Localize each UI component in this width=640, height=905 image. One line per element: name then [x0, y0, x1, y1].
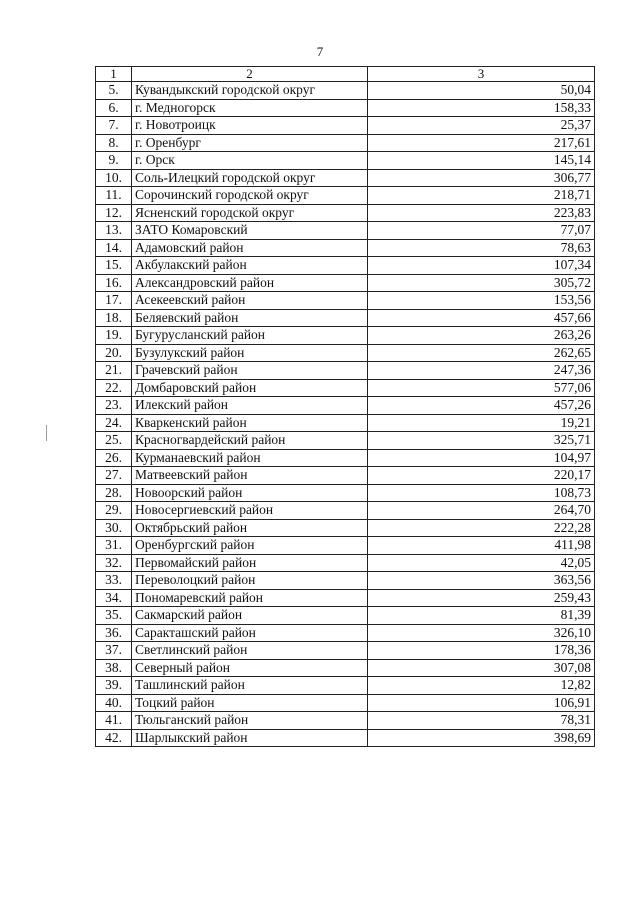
row-district-name: Бузулукский район	[132, 344, 368, 362]
row-district-name: Саракташский район	[132, 624, 368, 642]
row-number: 34.	[96, 589, 132, 607]
table-header	[96, 67, 595, 82]
row-value: 50,04	[368, 82, 595, 100]
table-row	[96, 222, 595, 240]
row-number: 18.	[96, 309, 132, 327]
row-number: 7.	[96, 117, 132, 135]
row-district-name: Сакмарский район	[132, 607, 368, 625]
row-value: 217,61	[368, 134, 595, 152]
table-row	[96, 327, 595, 345]
row-value: 77,07	[368, 222, 595, 240]
row-value: 220,17	[368, 467, 595, 485]
table-row	[96, 694, 595, 712]
row-number: 9.	[96, 152, 132, 170]
row-value: 12,82	[368, 677, 595, 695]
row-value: 78,63	[368, 239, 595, 257]
table-row	[96, 344, 595, 362]
row-value: 153,56	[368, 292, 595, 310]
table-row	[96, 152, 595, 170]
table-row	[96, 257, 595, 275]
table-row	[96, 292, 595, 310]
table-row	[96, 519, 595, 537]
table-row	[96, 117, 595, 135]
row-value: 145,14	[368, 152, 595, 170]
table-row	[96, 449, 595, 467]
scan-artifact-line	[46, 425, 47, 441]
row-district-name: Александровский район	[132, 274, 368, 292]
row-value: 411,98	[368, 537, 595, 555]
row-value: 42,05	[368, 554, 595, 572]
row-district-name: Северный район	[132, 659, 368, 677]
table-row	[96, 624, 595, 642]
table-row	[96, 187, 595, 205]
row-district-name: Оренбургский район	[132, 537, 368, 555]
table-row	[96, 414, 595, 432]
row-district-name: Асекеевский район	[132, 292, 368, 310]
table-row	[96, 274, 595, 292]
row-district-name: Пономаревский район	[132, 589, 368, 607]
row-number: 11.	[96, 187, 132, 205]
row-district-name: Ясненский городской округ	[132, 204, 368, 222]
row-number: 38.	[96, 659, 132, 677]
row-value: 263,26	[368, 327, 595, 345]
row-value: 457,26	[368, 397, 595, 415]
row-number: 8.	[96, 134, 132, 152]
row-number: 6.	[96, 99, 132, 117]
row-district-name: г. Новотроицк	[132, 117, 368, 135]
row-number: 32.	[96, 554, 132, 572]
row-value: 305,72	[368, 274, 595, 292]
row-number: 28.	[96, 484, 132, 502]
data-table	[95, 66, 595, 747]
row-number: 37.	[96, 642, 132, 660]
row-district-name: Новоорский район	[132, 484, 368, 502]
row-value: 81,39	[368, 607, 595, 625]
table-row	[96, 572, 595, 590]
row-value: 326,10	[368, 624, 595, 642]
row-number: 12.	[96, 204, 132, 222]
row-number: 27.	[96, 467, 132, 485]
row-number: 21.	[96, 362, 132, 380]
row-value: 307,08	[368, 659, 595, 677]
row-district-name: Светлинский район	[132, 642, 368, 660]
table-row	[96, 467, 595, 485]
row-district-name: г. Медногорск	[132, 99, 368, 117]
row-district-name: Кувандыкский городской округ	[132, 82, 368, 100]
row-district-name: г. Оренбург	[132, 134, 368, 152]
table-row	[96, 554, 595, 572]
row-district-name: Красногвардейский район	[132, 432, 368, 450]
row-number: 30.	[96, 519, 132, 537]
row-number: 16.	[96, 274, 132, 292]
row-district-name: Первомайский район	[132, 554, 368, 572]
row-district-name: Беляевский район	[132, 309, 368, 327]
row-value: 223,83	[368, 204, 595, 222]
row-value: 577,06	[368, 379, 595, 397]
row-value: 264,70	[368, 502, 595, 520]
row-value: 325,71	[368, 432, 595, 450]
table-row	[96, 82, 595, 100]
table-row	[96, 134, 595, 152]
row-number: 41.	[96, 712, 132, 730]
table-row	[96, 239, 595, 257]
row-value: 262,65	[368, 344, 595, 362]
row-value: 222,28	[368, 519, 595, 537]
row-value: 25,37	[368, 117, 595, 135]
row-district-name: ЗАТО Комаровский	[132, 222, 368, 240]
table-header-row	[96, 67, 595, 82]
row-number: 5.	[96, 82, 132, 100]
row-number: 40.	[96, 694, 132, 712]
table-row	[96, 642, 595, 660]
row-district-name: Октябрьский район	[132, 519, 368, 537]
table-row	[96, 729, 595, 747]
row-district-name: Грачевский район	[132, 362, 368, 380]
row-value: 106,91	[368, 694, 595, 712]
row-district-name: Кваркенский район	[132, 414, 368, 432]
row-district-name: Шарлыкский район	[132, 729, 368, 747]
table-row	[96, 432, 595, 450]
row-district-name: Матвеевский район	[132, 467, 368, 485]
header-col-number: 1	[96, 67, 132, 82]
row-district-name: Тюльганский район	[132, 712, 368, 730]
row-number: 15.	[96, 257, 132, 275]
row-district-name: Домбаровский район	[132, 379, 368, 397]
row-number: 25.	[96, 432, 132, 450]
row-district-name: Переволоцкий район	[132, 572, 368, 590]
row-district-name: г. Орск	[132, 152, 368, 170]
page-number: 7	[316, 44, 324, 59]
row-number: 26.	[96, 449, 132, 467]
row-number: 35.	[96, 607, 132, 625]
row-number: 36.	[96, 624, 132, 642]
row-district-name: Ташлинский район	[132, 677, 368, 695]
row-number: 17.	[96, 292, 132, 310]
row-number: 14.	[96, 239, 132, 257]
row-district-name: Илекский район	[132, 397, 368, 415]
row-district-name: Адамовский район	[132, 239, 368, 257]
table-row	[96, 712, 595, 730]
table-row	[96, 537, 595, 555]
row-value: 457,66	[368, 309, 595, 327]
row-value: 259,43	[368, 589, 595, 607]
table-row	[96, 362, 595, 380]
table-row	[96, 484, 595, 502]
row-district-name: Бугурусланский район	[132, 327, 368, 345]
row-value: 218,71	[368, 187, 595, 205]
row-value: 178,36	[368, 642, 595, 660]
row-value: 108,73	[368, 484, 595, 502]
row-number: 22.	[96, 379, 132, 397]
row-district-name: Новосергиевский район	[132, 502, 368, 520]
row-district-name: Сорочинский городской округ	[132, 187, 368, 205]
table-row	[96, 204, 595, 222]
row-number: 13.	[96, 222, 132, 240]
header-col-name: 2	[132, 67, 368, 82]
row-district-name: Соль-Илецкий городской округ	[132, 169, 368, 187]
row-number: 24.	[96, 414, 132, 432]
table-row	[96, 589, 595, 607]
table-body	[96, 82, 595, 747]
table-row	[96, 309, 595, 327]
row-district-name: Акбулакский район	[132, 257, 368, 275]
table-row	[96, 99, 595, 117]
row-number: 39.	[96, 677, 132, 695]
row-district-name: Тоцкий район	[132, 694, 368, 712]
row-number: 19.	[96, 327, 132, 345]
row-value: 78,31	[368, 712, 595, 730]
row-number: 23.	[96, 397, 132, 415]
row-value: 104,97	[368, 449, 595, 467]
row-value: 107,34	[368, 257, 595, 275]
table-row	[96, 502, 595, 520]
table-row	[96, 169, 595, 187]
row-value: 306,77	[368, 169, 595, 187]
table-row	[96, 397, 595, 415]
header-col-value: 3	[368, 67, 595, 82]
row-number: 42.	[96, 729, 132, 747]
row-district-name: Курманаевский район	[132, 449, 368, 467]
table-row	[96, 379, 595, 397]
row-number: 10.	[96, 169, 132, 187]
row-number: 33.	[96, 572, 132, 590]
row-value: 398,69	[368, 729, 595, 747]
row-value: 363,56	[368, 572, 595, 590]
row-number: 31.	[96, 537, 132, 555]
row-value: 19,21	[368, 414, 595, 432]
row-value: 158,33	[368, 99, 595, 117]
table-row	[96, 659, 595, 677]
table-row	[96, 677, 595, 695]
row-number: 20.	[96, 344, 132, 362]
row-number: 29.	[96, 502, 132, 520]
row-value: 247,36	[368, 362, 595, 380]
table-row	[96, 607, 595, 625]
